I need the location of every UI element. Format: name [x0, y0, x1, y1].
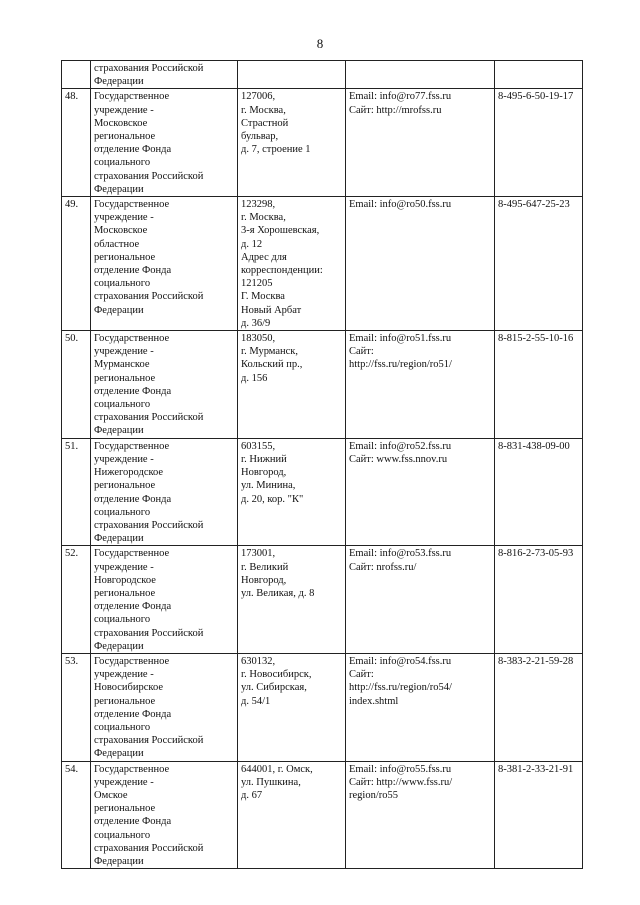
cell-number: [62, 761, 91, 869]
address-line: ул. Великая, д. 8: [241, 587, 315, 599]
name-line: социального: [94, 721, 151, 733]
cell-name: [91, 653, 238, 761]
name-line: региональное: [94, 480, 156, 492]
address-line: 123298,: [241, 199, 276, 211]
address-line: 183050,: [241, 333, 276, 345]
row-number: 49.: [65, 199, 79, 211]
cell-phone: [495, 197, 583, 331]
cell-number: [62, 61, 91, 89]
phone-number: 8-495-6-50-19-17: [498, 91, 574, 103]
cell-address: [238, 331, 346, 439]
name-line: Государственное: [94, 91, 170, 103]
cell-phone: [495, 546, 583, 654]
cell-contacts: [346, 89, 495, 197]
cell-contacts: [346, 197, 495, 331]
cell-name: [91, 761, 238, 869]
name-line: областное: [94, 238, 140, 250]
cell-phone: [495, 653, 583, 761]
cell-number: [62, 438, 91, 546]
address-line: г. Мурманск,: [241, 346, 299, 358]
address-line: Адрес для: [241, 251, 287, 263]
cell-address: [238, 438, 346, 546]
address-line: д. 156: [241, 372, 268, 384]
address-line: г. Великий: [241, 561, 289, 573]
table-row: [62, 653, 583, 761]
address-line: Новгород,: [241, 467, 287, 479]
table-row: [62, 89, 583, 197]
address-line: д. 36/9: [241, 317, 271, 329]
name-line: Государственное: [94, 655, 170, 667]
cell-name: [91, 89, 238, 197]
contact-line: Сайт: http://www.fss.ru/: [349, 776, 453, 788]
name-line: страхования Российской: [94, 291, 204, 303]
cell-contacts: [346, 61, 495, 89]
phone-number: 8-383-2-21-59-28: [498, 655, 574, 667]
cell-address: [238, 653, 346, 761]
contact-line: Сайт:: [349, 346, 374, 358]
cell-contacts: [346, 546, 495, 654]
name-line: страхования Российской: [94, 412, 204, 424]
address-line: Новый Арбат: [241, 304, 302, 316]
cell-name: [91, 438, 238, 546]
name-line: региональное: [94, 372, 156, 384]
cell-phone: [495, 761, 583, 869]
cell-name: [91, 546, 238, 654]
row-number: 54.: [65, 763, 79, 775]
address-line: 3-я Хорошевская,: [241, 225, 320, 237]
name-line: региональное: [94, 587, 156, 599]
name-line: страхования Российской: [94, 627, 204, 639]
cell-phone: [495, 331, 583, 439]
address-line: ул. Пушкина,: [241, 776, 301, 788]
contact-line: index.shtml: [349, 695, 399, 707]
cell-address: [238, 761, 346, 869]
cell-phone: [495, 438, 583, 546]
name-line: Московское: [94, 225, 148, 237]
name-line: учреждение -: [94, 561, 154, 573]
name-line: Московское: [94, 117, 148, 129]
name-line: страхования Российской: [94, 842, 204, 854]
name-line: Мурманское: [94, 359, 150, 371]
contact-line: Email: info@ro55.fss.ru: [349, 763, 452, 775]
name-line: отделение Фонда: [94, 265, 172, 277]
phone-number: 8-831-438-09-00: [498, 440, 570, 452]
name-line: страхования Российской: [94, 170, 204, 182]
cell-number: [62, 653, 91, 761]
phone-number: 8-816-2-73-05-93: [498, 548, 574, 560]
contact-line: Сайт: www.fss.nnov.ru: [349, 453, 448, 465]
address-line: бульвар,: [241, 131, 279, 143]
cell-number: [62, 331, 91, 439]
table-row: [62, 546, 583, 654]
address-line: г. Москва,: [241, 104, 286, 116]
cell-address: [238, 89, 346, 197]
address-line: Кольский пр.,: [241, 359, 303, 371]
name-line: Государственное: [94, 548, 170, 560]
contact-line: Сайт: http://mrofss.ru: [349, 104, 442, 116]
name-line: Новосибирское: [94, 682, 163, 694]
name-line: Омское: [94, 789, 128, 801]
name-line: страхования Российской: [94, 735, 204, 747]
address-line: 603155,: [241, 440, 276, 452]
name-line: Государственное: [94, 440, 170, 452]
row-number: 51.: [65, 440, 79, 452]
name-line: учреждение -: [94, 776, 154, 788]
cell-phone: [495, 61, 583, 89]
name-line: социального: [94, 829, 151, 841]
table-row: [62, 761, 583, 869]
cell-contacts: [346, 761, 495, 869]
contact-line: http://fss.ru/region/ro51/: [349, 359, 452, 371]
phone-number: 8-495-647-25-23: [498, 199, 570, 211]
name-line: региональное: [94, 251, 156, 263]
table-body: [62, 61, 583, 869]
cell-name: [91, 61, 238, 89]
table-row: [62, 197, 583, 331]
cell-contacts: [346, 438, 495, 546]
contact-line: Email: info@ro77.fss.ru: [349, 91, 452, 103]
cell-name: [91, 331, 238, 439]
contact-line: http://fss.ru/region/ro54/: [349, 682, 452, 694]
row-number: 48.: [65, 91, 79, 103]
row-number: 50.: [65, 333, 79, 345]
name-line: социального: [94, 157, 151, 169]
name-line: учреждение -: [94, 346, 154, 358]
cell-address: [238, 546, 346, 654]
regional-offices-table: [61, 60, 583, 869]
name-line: отделение Фонда: [94, 601, 172, 613]
cell-number: [62, 197, 91, 331]
name-line: Федерации: [94, 425, 144, 437]
name-line: Государственное: [94, 333, 170, 345]
name-line: региональное: [94, 803, 156, 815]
phone-number: 8-815-2-55-10-16: [498, 333, 574, 345]
name-line: отделение Фонда: [94, 816, 172, 828]
cell-phone: [495, 89, 583, 197]
table-row: [62, 438, 583, 546]
contact-line: Email: info@ro52.fss.ru: [349, 440, 452, 452]
contact-line: Email: info@ro54.fss.ru: [349, 655, 452, 667]
name-line: Федерации: [94, 748, 144, 760]
address-line: ул. Сибирская,: [241, 682, 307, 694]
address-line: Г. Москва: [241, 291, 285, 303]
address-line: д. 20, кор. "К": [241, 493, 304, 505]
cell-contacts: [346, 331, 495, 439]
cell-contacts: [346, 653, 495, 761]
address-line: д. 67: [241, 789, 263, 801]
phone-number: 8-381-2-33-21-91: [498, 763, 574, 775]
name-line: Государственное: [94, 199, 170, 211]
table-row: [62, 331, 583, 439]
contact-line: Email: info@ro53.fss.ru: [349, 548, 452, 560]
name-line: Федерации: [94, 76, 144, 88]
row-number: 53.: [65, 655, 79, 667]
address-line: 127006,: [241, 91, 276, 103]
contact-line: Email: info@ro51.fss.ru: [349, 333, 452, 345]
name-line: отделение Фонда: [94, 493, 172, 505]
address-line: д. 12: [241, 238, 263, 250]
address-line: 630132,: [241, 655, 276, 667]
name-line: социального: [94, 399, 151, 411]
table-row-continuation: [62, 61, 583, 89]
address-line: 644001, г. Омск,: [241, 763, 313, 775]
name-line: социального: [94, 614, 151, 626]
address-line: 121205: [241, 278, 273, 290]
cell-name: [91, 197, 238, 331]
name-line: Федерации: [94, 183, 144, 195]
name-line: учреждение -: [94, 453, 154, 465]
name-line: учреждение -: [94, 669, 154, 681]
address-line: д. 54/1: [241, 695, 271, 707]
contact-line: region/ro55: [349, 789, 398, 801]
cell-address: [238, 61, 346, 89]
cell-number: [62, 546, 91, 654]
name-line: региональное: [94, 131, 156, 143]
page-number: 8: [316, 36, 324, 51]
contact-line: Сайт:: [349, 669, 374, 681]
address-line: д. 7, строение 1: [241, 144, 311, 156]
address-line: Новгород,: [241, 574, 287, 586]
cell-address: [238, 197, 346, 331]
name-line: учреждение -: [94, 104, 154, 116]
address-line: ул. Минина,: [241, 480, 296, 492]
name-line: отделение Фонда: [94, 385, 172, 397]
contact-line: Email: info@ro50.fss.ru: [349, 199, 452, 211]
name-line: региональное: [94, 695, 156, 707]
address-line: г. Москва,: [241, 212, 286, 224]
name-line: социального: [94, 506, 151, 518]
contact-line: Сайт: nrofss.ru/: [349, 561, 417, 573]
address-line: корреспонденции:: [241, 265, 323, 277]
address-line: Страстной: [241, 117, 289, 129]
address-line: г. Новосибирск,: [241, 669, 312, 681]
name-line: отделение Фонда: [94, 144, 172, 156]
name-line: Нижегородское: [94, 467, 164, 479]
cell-number: [62, 89, 91, 197]
name-line: Государственное: [94, 763, 170, 775]
name-line: учреждение -: [94, 212, 154, 224]
name-line: Федерации: [94, 640, 144, 652]
name-line: Федерации: [94, 855, 144, 867]
name-line: Федерации: [94, 304, 144, 316]
name-line: страхования Российской: [94, 63, 204, 74]
name-line: социального: [94, 278, 151, 290]
address-line: г. Нижний: [241, 453, 287, 465]
row-number: 52.: [65, 548, 79, 560]
name-line: страхования Российской: [94, 519, 204, 531]
name-line: Новгородское: [94, 574, 156, 586]
name-line: отделение Фонда: [94, 708, 172, 720]
name-line: Федерации: [94, 533, 144, 545]
address-line: 173001,: [241, 548, 276, 560]
